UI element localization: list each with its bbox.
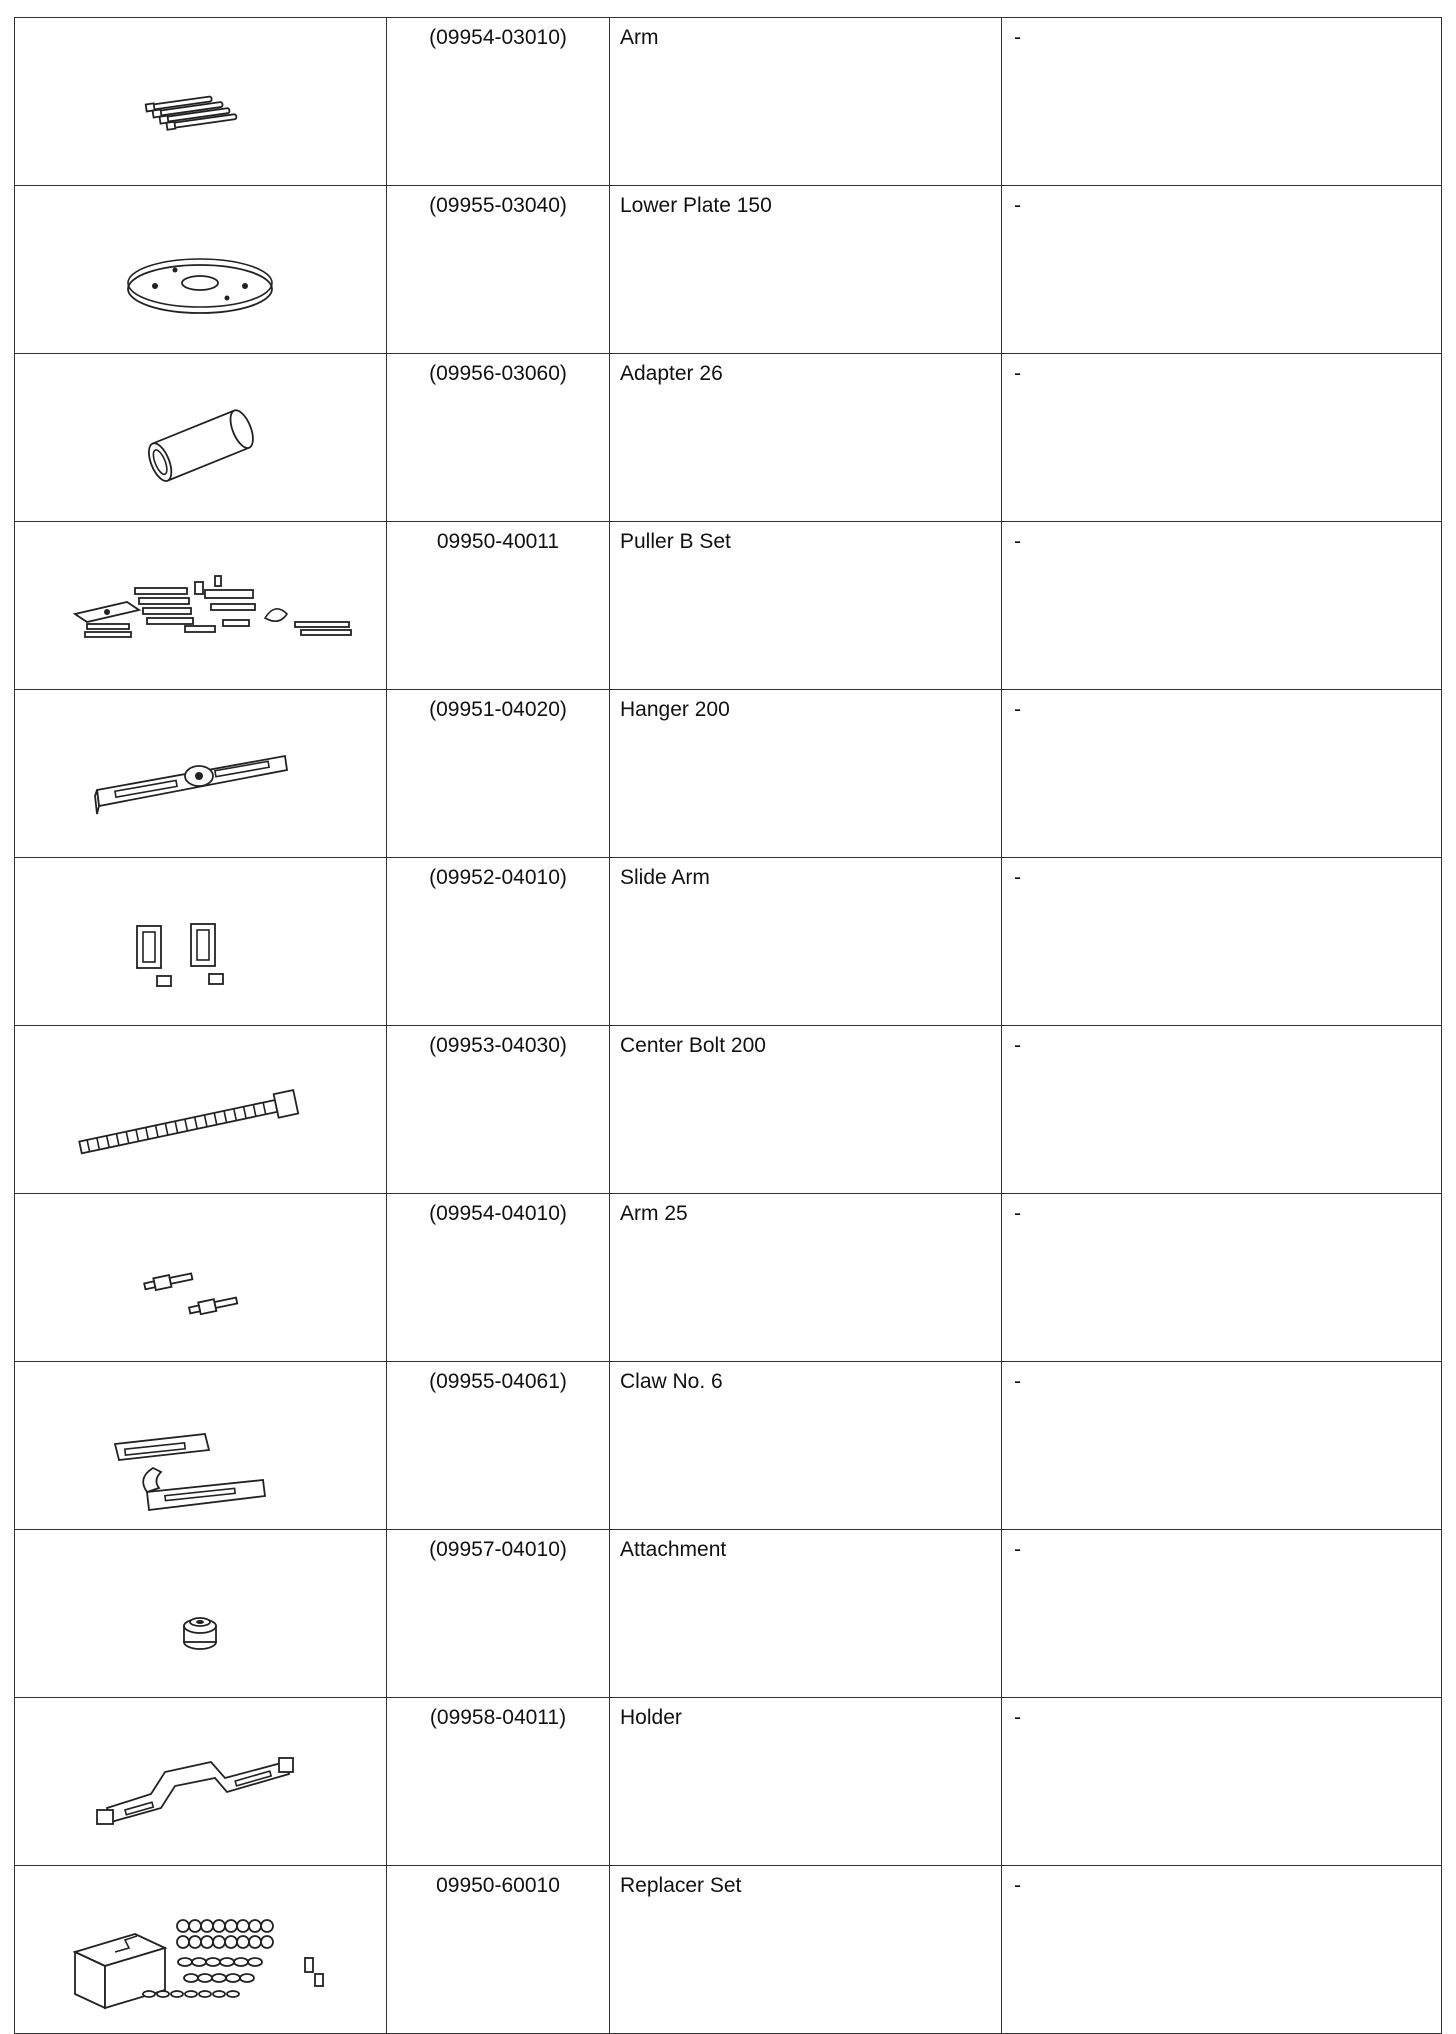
table-row xyxy=(15,690,1442,858)
part-name: Puller B Set xyxy=(610,522,1002,690)
tool-image-cell xyxy=(15,690,387,858)
part-note: - xyxy=(1002,522,1442,690)
tool-image-cell xyxy=(15,522,387,690)
part-number: 09950-60010 xyxy=(387,1866,610,2034)
table-row xyxy=(15,354,1442,522)
part-number: (09952-04010) xyxy=(387,858,610,1026)
table-row xyxy=(15,1866,1442,2034)
part-note: - xyxy=(1002,18,1442,186)
part-note: - xyxy=(1002,186,1442,354)
tool-image-cell xyxy=(15,1362,387,1530)
part-number: 09950-40011 xyxy=(387,522,610,690)
part-number: (09953-04030) xyxy=(387,1026,610,1194)
tool-image-cell xyxy=(15,1698,387,1866)
tool-image-cell xyxy=(15,354,387,522)
tool-image-cell xyxy=(15,1530,387,1698)
tool-table xyxy=(14,17,1442,2034)
table-row xyxy=(15,522,1442,690)
part-number: (09957-04010) xyxy=(387,1530,610,1698)
puller-set-icon xyxy=(15,522,386,681)
part-name: Adapter 26 xyxy=(610,354,1002,522)
part-name: Center Bolt 200 xyxy=(610,1026,1002,1194)
part-note: - xyxy=(1002,354,1442,522)
replacer-set-icon xyxy=(15,1866,386,2025)
table-row xyxy=(15,1026,1442,1194)
arm-rods-icon xyxy=(15,18,386,177)
part-name: Attachment xyxy=(610,1530,1002,1698)
part-name: Slide Arm xyxy=(610,858,1002,1026)
table-row xyxy=(15,186,1442,354)
table-row xyxy=(15,18,1442,186)
part-number: (09954-03010) xyxy=(387,18,610,186)
holder-icon xyxy=(15,1698,386,1857)
adapter-sleeve-icon xyxy=(15,354,386,513)
slide-arm-icon xyxy=(15,858,386,1017)
table-row xyxy=(15,858,1442,1026)
claw-icon xyxy=(15,1362,386,1521)
tool-image-cell xyxy=(15,18,387,186)
part-number: (09955-04061) xyxy=(387,1362,610,1530)
part-note: - xyxy=(1002,1362,1442,1530)
part-name: Claw No. 6 xyxy=(610,1362,1002,1530)
lower-plate-icon xyxy=(15,186,386,345)
part-name: Holder xyxy=(610,1698,1002,1866)
part-number: (09955-03040) xyxy=(387,186,610,354)
table-row xyxy=(15,1530,1442,1698)
part-note: - xyxy=(1002,1026,1442,1194)
hanger-icon xyxy=(15,690,386,849)
part-note: - xyxy=(1002,690,1442,858)
part-note: - xyxy=(1002,1866,1442,2034)
tool-image-cell xyxy=(15,1194,387,1362)
table-row xyxy=(15,1362,1442,1530)
part-name: Replacer Set xyxy=(610,1866,1002,2034)
part-name: Arm 25 xyxy=(610,1194,1002,1362)
part-number: (09954-04010) xyxy=(387,1194,610,1362)
tool-image-cell xyxy=(15,1026,387,1194)
part-number: (09956-03060) xyxy=(387,354,610,522)
table-row xyxy=(15,1698,1442,1866)
part-note: - xyxy=(1002,1698,1442,1866)
part-note: - xyxy=(1002,1194,1442,1362)
arm-pins-icon xyxy=(15,1194,386,1353)
part-name: Hanger 200 xyxy=(610,690,1002,858)
attachment-icon xyxy=(15,1530,386,1689)
tool-image-cell xyxy=(15,858,387,1026)
center-bolt-icon xyxy=(15,1026,386,1185)
part-note: - xyxy=(1002,1530,1442,1698)
tool-image-cell xyxy=(15,186,387,354)
part-note: - xyxy=(1002,858,1442,1026)
part-number: (09951-04020) xyxy=(387,690,610,858)
part-name: Lower Plate 150 xyxy=(610,186,1002,354)
part-name: Arm xyxy=(610,18,1002,186)
table-row xyxy=(15,1194,1442,1362)
tool-image-cell xyxy=(15,1866,387,2034)
part-number: (09958-04011) xyxy=(387,1698,610,1866)
